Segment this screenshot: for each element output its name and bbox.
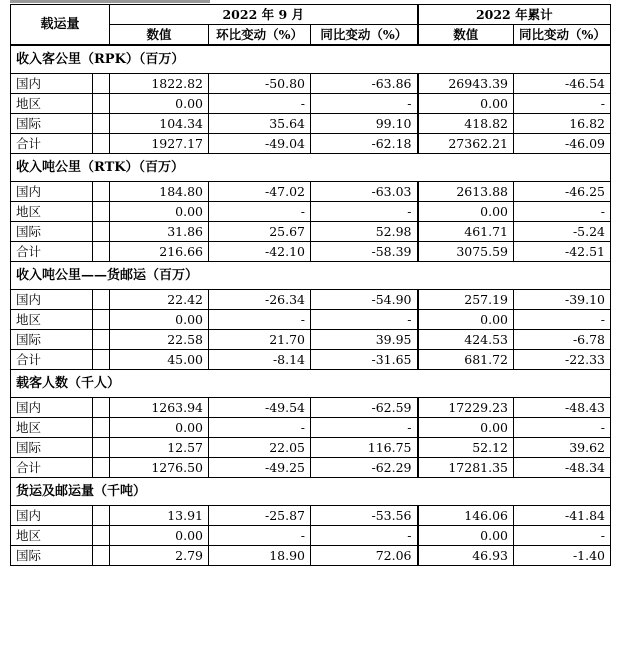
cell-mom-change: - — [209, 310, 311, 330]
row-gap — [93, 74, 110, 94]
section-header-row — [11, 370, 611, 398]
cell-mom-change: -49.04 — [209, 134, 311, 154]
row-label: 地区 — [11, 202, 93, 222]
row-label: 国际 — [11, 546, 93, 566]
cell-ytd-yoy-change: -42.51 — [514, 242, 611, 262]
section-title: 收入吨公里——货邮运（百万） — [11, 262, 611, 290]
table-row — [11, 350, 611, 370]
cell-value: 0.00 — [110, 202, 209, 222]
cell-value: 184.80 — [110, 182, 209, 202]
row-gap — [93, 350, 110, 370]
cell-value: 1263.94 — [110, 398, 209, 418]
row-label: 合计 — [11, 134, 93, 154]
row-label: 合计 — [11, 458, 93, 478]
cell-ytd-yoy-change: 16.82 — [514, 114, 611, 134]
cell-value: 0.00 — [110, 310, 209, 330]
cell-value: 22.58 — [110, 330, 209, 350]
cell-mom-change: - — [209, 526, 311, 546]
table-row — [11, 398, 611, 418]
row-gap — [93, 458, 110, 478]
cell-mom-change: -47.02 — [209, 182, 311, 202]
cell-yoy-change: -62.29 — [311, 458, 418, 478]
cell-ytd-yoy-change: -39.10 — [514, 290, 611, 310]
cell-yoy-change: -54.90 — [311, 290, 418, 310]
row-gap — [93, 290, 110, 310]
cell-yoy-change: - — [311, 310, 418, 330]
cell-ytd-value: 681.72 — [418, 350, 514, 370]
section-header-row — [11, 262, 611, 290]
row-label-header: 载运量 — [11, 5, 110, 46]
cell-ytd-value: 424.53 — [418, 330, 514, 350]
row-gap — [93, 134, 110, 154]
row-label: 地区 — [11, 310, 93, 330]
cell-ytd-yoy-change: - — [514, 526, 611, 546]
row-gap — [93, 222, 110, 242]
cell-yoy-change: 99.10 — [311, 114, 418, 134]
cell-ytd-yoy-change: 39.62 — [514, 438, 611, 458]
cell-ytd-value: 0.00 — [418, 310, 514, 330]
row-label: 国内 — [11, 74, 93, 94]
cell-mom-change: -25.87 — [209, 506, 311, 526]
cell-ytd-value: 17281.35 — [418, 458, 514, 478]
section-title: 载客人数（千人） — [11, 370, 611, 398]
table-row — [11, 134, 611, 154]
cell-value: 0.00 — [110, 94, 209, 114]
cell-value: 104.34 — [110, 114, 209, 134]
cell-mom-change: - — [209, 418, 311, 438]
table-row — [11, 438, 611, 458]
section-header-row — [11, 45, 611, 74]
col-yoy-header: 同比变动（%） — [311, 25, 418, 46]
col-value-header: 数值 — [110, 25, 209, 46]
row-gap — [93, 330, 110, 350]
table-row — [11, 418, 611, 438]
top-rule — [10, 0, 210, 3]
table-row — [11, 74, 611, 94]
cell-ytd-value: 3075.59 — [418, 242, 514, 262]
period-ytd-header: 2022 年累计 — [418, 5, 611, 25]
cell-value: 0.00 — [110, 526, 209, 546]
cell-ytd-value: 46.93 — [418, 546, 514, 566]
table-row — [11, 330, 611, 350]
cell-value: 31.86 — [110, 222, 209, 242]
row-gap — [93, 310, 110, 330]
header-row-periods — [11, 5, 611, 25]
table-row — [11, 242, 611, 262]
cell-value: 216.66 — [110, 242, 209, 262]
cell-ytd-value: 17229.23 — [418, 398, 514, 418]
row-label: 国际 — [11, 438, 93, 458]
table-row — [11, 94, 611, 114]
cell-ytd-value: 2613.88 — [418, 182, 514, 202]
cell-yoy-change: - — [311, 526, 418, 546]
row-gap — [93, 438, 110, 458]
cell-yoy-change: -58.39 — [311, 242, 418, 262]
cell-ytd-value: 418.82 — [418, 114, 514, 134]
cell-mom-change: 22.05 — [209, 438, 311, 458]
row-gap — [93, 418, 110, 438]
table-row — [11, 458, 611, 478]
cell-ytd-value: 52.12 — [418, 438, 514, 458]
cell-yoy-change: -31.65 — [311, 350, 418, 370]
cell-ytd-value: 0.00 — [418, 94, 514, 114]
row-gap — [93, 526, 110, 546]
row-gap — [93, 182, 110, 202]
cell-ytd-yoy-change: - — [514, 202, 611, 222]
cell-yoy-change: -53.56 — [311, 506, 418, 526]
row-label: 合计 — [11, 350, 93, 370]
cell-mom-change: -50.80 — [209, 74, 311, 94]
cell-mom-change: -49.54 — [209, 398, 311, 418]
row-label: 国内 — [11, 290, 93, 310]
cell-ytd-value: 257.19 — [418, 290, 514, 310]
cell-yoy-change: 72.06 — [311, 546, 418, 566]
cell-value: 0.00 — [110, 418, 209, 438]
row-gap — [93, 398, 110, 418]
traffic-data-table — [10, 4, 611, 566]
cell-yoy-change: 39.95 — [311, 330, 418, 350]
col-ytd-yoy-header: 同比变动（%） — [514, 25, 611, 46]
cell-ytd-yoy-change: -6.78 — [514, 330, 611, 350]
row-label: 国际 — [11, 114, 93, 134]
cell-ytd-yoy-change: -22.33 — [514, 350, 611, 370]
row-label: 国际 — [11, 330, 93, 350]
cell-ytd-yoy-change: - — [514, 418, 611, 438]
cell-value: 1822.82 — [110, 74, 209, 94]
cell-mom-change: -8.14 — [209, 350, 311, 370]
table-body — [11, 45, 611, 566]
cell-mom-change: 35.64 — [209, 114, 311, 134]
row-gap — [93, 506, 110, 526]
cell-ytd-value: 26943.39 — [418, 74, 514, 94]
row-gap — [93, 546, 110, 566]
row-label: 国内 — [11, 182, 93, 202]
cell-ytd-value: 0.00 — [418, 202, 514, 222]
cell-mom-change: 21.70 — [209, 330, 311, 350]
table-row — [11, 310, 611, 330]
table-row — [11, 290, 611, 310]
cell-mom-change: 25.67 — [209, 222, 311, 242]
cell-mom-change: -49.25 — [209, 458, 311, 478]
row-label: 地区 — [11, 526, 93, 546]
row-gap — [93, 94, 110, 114]
row-gap — [93, 114, 110, 134]
col-mom-header: 环比变动（%） — [209, 25, 311, 46]
cell-ytd-yoy-change: -48.34 — [514, 458, 611, 478]
cell-yoy-change: -62.59 — [311, 398, 418, 418]
cell-ytd-yoy-change: -46.09 — [514, 134, 611, 154]
cell-value: 2.79 — [110, 546, 209, 566]
cell-ytd-value: 0.00 — [418, 526, 514, 546]
table-row — [11, 182, 611, 202]
cell-yoy-change: - — [311, 418, 418, 438]
cell-ytd-value: 146.06 — [418, 506, 514, 526]
cell-value: 1927.17 — [110, 134, 209, 154]
cell-mom-change: -42.10 — [209, 242, 311, 262]
cell-yoy-change: -63.03 — [311, 182, 418, 202]
cell-ytd-yoy-change: -1.40 — [514, 546, 611, 566]
cell-value: 45.00 — [110, 350, 209, 370]
cell-ytd-yoy-change: - — [514, 310, 611, 330]
row-gap — [93, 242, 110, 262]
section-title: 收入客公里（RPK）（百万） — [11, 45, 611, 74]
cell-yoy-change: 52.98 — [311, 222, 418, 242]
cell-ytd-yoy-change: -46.54 — [514, 74, 611, 94]
row-label: 国际 — [11, 222, 93, 242]
cell-ytd-yoy-change: -46.25 — [514, 182, 611, 202]
row-label: 地区 — [11, 94, 93, 114]
table-row — [11, 506, 611, 526]
table-row — [11, 546, 611, 566]
cell-mom-change: - — [209, 94, 311, 114]
row-label: 地区 — [11, 418, 93, 438]
cell-mom-change: - — [209, 202, 311, 222]
table-row — [11, 114, 611, 134]
table-row — [11, 222, 611, 242]
cell-mom-change: 18.90 — [209, 546, 311, 566]
cell-value: 12.57 — [110, 438, 209, 458]
col-ytd-value-header: 数值 — [418, 25, 514, 46]
section-header-row — [11, 154, 611, 182]
cell-ytd-yoy-change: - — [514, 94, 611, 114]
cell-ytd-value: 461.71 — [418, 222, 514, 242]
cell-value: 22.42 — [110, 290, 209, 310]
cell-ytd-yoy-change: -41.84 — [514, 506, 611, 526]
section-title: 收入吨公里（RTK）（百万） — [11, 154, 611, 182]
table-row — [11, 526, 611, 546]
row-label: 国内 — [11, 506, 93, 526]
cell-ytd-value: 27362.21 — [418, 134, 514, 154]
row-label: 国内 — [11, 398, 93, 418]
cell-value: 13.91 — [110, 506, 209, 526]
section-title: 货运及邮运量（千吨） — [11, 478, 611, 506]
row-gap — [93, 202, 110, 222]
cell-yoy-change: -62.18 — [311, 134, 418, 154]
cell-ytd-yoy-change: -48.43 — [514, 398, 611, 418]
table-row — [11, 202, 611, 222]
cell-yoy-change: -63.86 — [311, 74, 418, 94]
cell-yoy-change: 116.75 — [311, 438, 418, 458]
row-label: 合计 — [11, 242, 93, 262]
period-month-header: 2022 年 9 月 — [110, 5, 418, 25]
cell-value: 1276.50 — [110, 458, 209, 478]
cell-ytd-value: 0.00 — [418, 418, 514, 438]
cell-yoy-change: - — [311, 202, 418, 222]
cell-mom-change: -26.34 — [209, 290, 311, 310]
section-header-row — [11, 478, 611, 506]
cell-ytd-yoy-change: -5.24 — [514, 222, 611, 242]
cell-yoy-change: - — [311, 94, 418, 114]
